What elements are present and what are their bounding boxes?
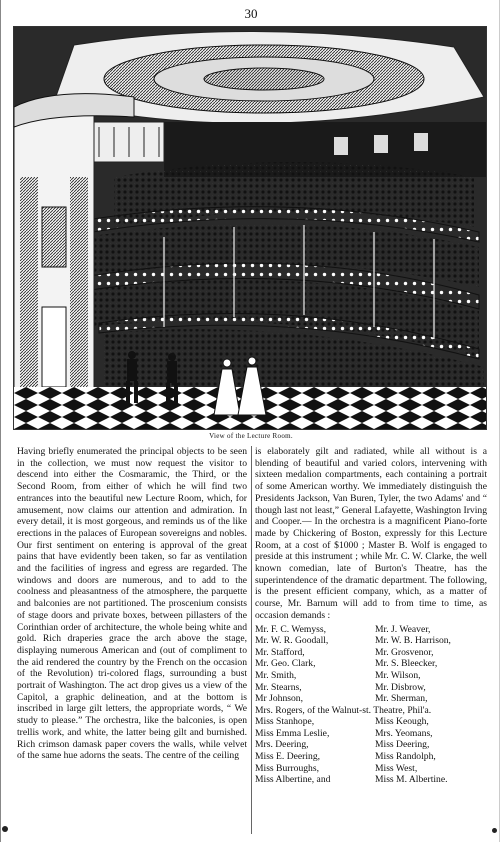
company-row [255,624,487,636]
company-member: Mr. Stafford, [255,646,305,658]
margin-dot [492,828,497,833]
company-member: Mr. F. C. Wemyss, [255,623,327,635]
company-member: Miss Albertine, and [255,774,331,786]
company-member: Mr. Disbrow, [375,681,426,693]
company-member: Mr. W. B. Harrison, [375,635,451,647]
company-row [255,774,487,786]
lecture-room-engraving [13,26,487,430]
company-member: Mrs. Rogers, of the Walnut-st. Theatre, Phil'a. [255,704,432,716]
company-row [255,670,487,682]
company-list [255,624,487,786]
column-divider [251,446,252,834]
company-member: Mr. Wilson, [375,669,421,681]
company-member: Mr. S. Bleecker, [375,658,438,670]
company-member: Miss Keough, [375,716,429,728]
company-member: Mr. Sherman, [375,693,428,705]
company-member: Mr. Stearns, [255,681,302,693]
company-member: Miss Burroughs, [255,762,319,774]
company-row [255,739,487,751]
company-row [255,635,487,647]
margin-dot [2,826,8,832]
company-row [255,693,487,705]
company-member: Mr. Geo. Clark, [255,658,316,670]
company-member: Mr. Smith, [255,669,297,681]
company-member: Miss M. Albertine. [375,774,448,786]
page-number: 30 [244,6,258,21]
company-row [255,682,487,694]
company-member: Miss Randolph, [375,751,436,763]
left-column-text: Having briefly enumerated the principal objects to be seen in the collection, we must now request the visitor to descend into either the Cosmaramic, the Third, or the Second Room, from either of which he will find two entrances into the beautiful new Lecture Room, which, for amusement, now claims our attention and admiration. In every detail, it is most gorgeous, and reminds us of the like erections in the palaces of European sovereigns and nobles. Our first sentiment on entering is approval of the great pains that have evidently been taken, so far as ventilation and the facilities of ingress and egress are regarded. The windows and doors are numerous, and to add to the coolness and pleasantness of the atmosphere, the parquette and balconies are not partitioned. The proscenium consists of stage doors and private boxes, between pillasters of the Corinthian order of architecture, the whole being white and gold. Rich draperies grace the arch above the stage, displaying numerous American and (out of compliment to the aid rendered the country by the French on the occasion of the Revolution) tri-colored flags, surrounding a bust portrait of Washington. The act drop gives us a view of the Capitol, a graphic delineation, and at the bottom is inscribed in large gilt letters, the appropriate words, “ We study to please.” The orchestra, like the balconies, is open trellis work, and white, the latter being gilt and burnished. Rich crimson damask paper covers the walls, while velvet of the same hue adorns the seats. The centre of the ceiling [17,446,247,762]
company-row [255,728,487,740]
image-caption: View of the Lecture Room. [209,432,293,440]
right-column-text: is elaborately gilt and radiated, while all without is a blending of beautiful and varied colors, intervening with sixteen medalion compartments, each containing a portrait of some American worthy. We immediately distinguish the Presidents Jackson, Van Buren, Tyler, the two Adams' and “ though last not least,” General Lafayette, Washington Irving and Cooper.— In the orchestra is a magnificent Piano-forte made by Chickering of Boston, expressly for this Lecture Room, at a cost of $1000 ; Master B. Wolf is engaged to preside at this instrument ; while Mr. C. W. Clarke, the well known comedian, late of Burton's Theatre, has the superintendence of the dramatic department. The following, is the present efficient company, which, as a matter of course, Mr. Barnum will add to from time to time, as occasion demands : [255,446,487,621]
company-member: Mr Johnson, [255,693,303,705]
company-row [255,716,487,728]
company-member: Mr. J. Weaver, [375,623,431,635]
right-column [255,446,487,786]
company-member: Miss E. Deering, [255,751,321,763]
company-row [255,658,487,670]
company-row-wide [255,705,487,717]
company-row [255,763,487,775]
company-member: Mrs. Deering, [255,739,309,751]
company-member: Miss Emma Leslie, [255,727,330,739]
company-member: Miss Stanhope, [255,716,315,728]
company-row [255,751,487,763]
company-member: Mr. Grosvenor, [375,646,434,658]
company-member: Mr. W. R. Goodall, [255,635,329,647]
company-row [255,647,487,659]
company-member: Miss West, [375,762,418,774]
company-member: Mrs. Yeomans, [375,727,433,739]
left-column [17,446,247,762]
company-member: Miss Deering, [375,739,430,751]
